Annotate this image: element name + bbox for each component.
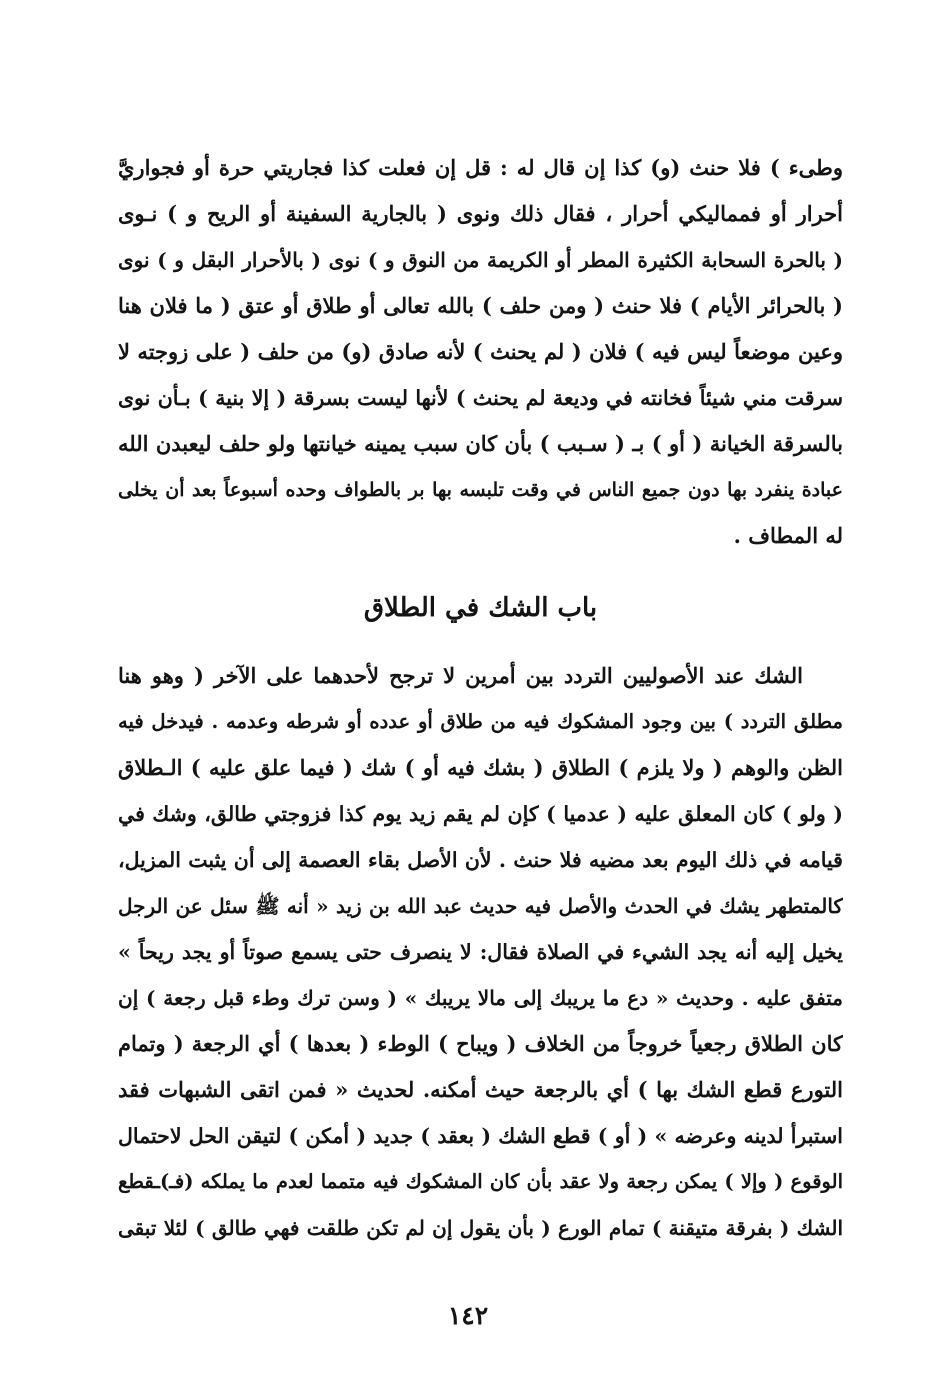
text-line: يخيل إليه أنه يجد الشيء في الصلاة فقال: لا ينصرف حتى يسمع صوتاً أو يجد ريحاً » xyxy=(118,940,843,964)
paragraph-1 xyxy=(118,145,843,559)
text-line: سرقت مني شيئاً فخانته في وديعة لم يحنث ) لأنها ليست بسرقة ( إلا بنية ) بـأن نوى xyxy=(118,386,843,410)
text-line: ( بالحرائر الأيام ) فلا حنث ( ومن حلف ) بالله تعالى أو طلاق أو عتق ( ما فلان هنا xyxy=(118,293,843,318)
page-number: ١٤٢ xyxy=(447,1301,489,1330)
text-line: وعين موضعاً ليس فيه ) فلان ( لم يحنث ) لأنه صادق (و) من حلف ( على زوجته لا xyxy=(118,339,843,364)
text-line: عبادة ينفرد بها دون جميع الناس في وقت تلبسه بها بر بالطواف وحده أسبوعاً بعد أن يخلى xyxy=(118,479,843,501)
text-line: كالمتطهر يشك في الحدث والأصل فيه حديث عبد الله بن زيد « أنه ﷺ سئل عن الرجل xyxy=(118,894,843,918)
text-line: قيامه في ذلك اليوم بعد مضيه فلا حنث . لأن الأصل بقاء العصمة إلى أن يثبت المزيل، xyxy=(118,848,843,872)
text-line: الظن والوهم ( ولا يلزم ) الطلاق ( بشك فيه أو ) شك ( فيما علق عليه ) الـطلاق xyxy=(118,755,843,780)
text-line: الوقوع ( وإلا ) يمكن رجعة ولا عقد بأن كان المشكوك فيه متمما لعدم ما يملكه (فـ)ـقطع xyxy=(118,1170,843,1193)
text-line: ( ولو ) كان المعلق عليه ( عدميا ) كإن لم يقم زيد يوم كذا فزوجتي طالق، وشك في xyxy=(118,802,843,826)
text-line: أحرار أو فمماليكي أحرار ، فقال ذلك ونوى ( بالجارية السفينة أو الريح و ) نـوى xyxy=(118,201,843,226)
text-line: التورع قطع الشك بها ) أي بالرجعة حيث أمكنه. لحديث « فمن اتقى الشبهات فقد xyxy=(118,1077,843,1102)
text-line: وطىء ) فلا حنث (و) كذا إن قال له : قل إن فعلت كذا فجاريتي حرة أو فجواريَّ xyxy=(118,155,843,180)
text-line: متفق عليه . وحديث « دع ما يريبك إلى مالا يريبك » ( وسن ترك وطء قبل رجعة ) إن xyxy=(118,986,843,1010)
chapter-title: باب الشك في الطلاق xyxy=(363,593,598,623)
text-line: الشك عند الأصوليين التردد بين أمرين لا ترجح لأحدهما على الآخر ( وهو هنا xyxy=(118,663,803,688)
text-line: مطلق التردد ) بين وجود المشكوك فيه من طلاق أو عدده أو شرطه وعدمه . فيدخل فيه xyxy=(118,710,843,733)
text-line: كان الطلاق رجعياً خروجاً من الخلاف ( ويباح ) الوطء ( بعدها ) أي الرجعة ( وتمام xyxy=(118,1031,843,1056)
text-line: ( بالحرة السحابة الكثيرة المطر أو الكريمة من النوق و ) نوى ( بالأحرار البقل و ) نوى xyxy=(118,248,843,272)
text-line: له المطاف . xyxy=(733,523,843,548)
paragraph-2 xyxy=(118,653,843,1251)
text-line: بالسرقة الخيانة ( أو ) بـ ( سـبب ) بأن كان سبب يمينه خيانتها ولو حلف ليعبدن الله xyxy=(118,431,843,456)
text-line: الشك ( بفرقة متيقنة ) تمام الورع ( بأن يقول إن لم تكن طلقت فهي طالق ) لئلا تبقى xyxy=(118,1216,843,1240)
text-line: استبرأ لدينه وعرضه » ( أو ) قطع الشك ( بعقد ) جديد ( أمكن ) لتيقن الحل لاحتمال xyxy=(118,1124,843,1148)
